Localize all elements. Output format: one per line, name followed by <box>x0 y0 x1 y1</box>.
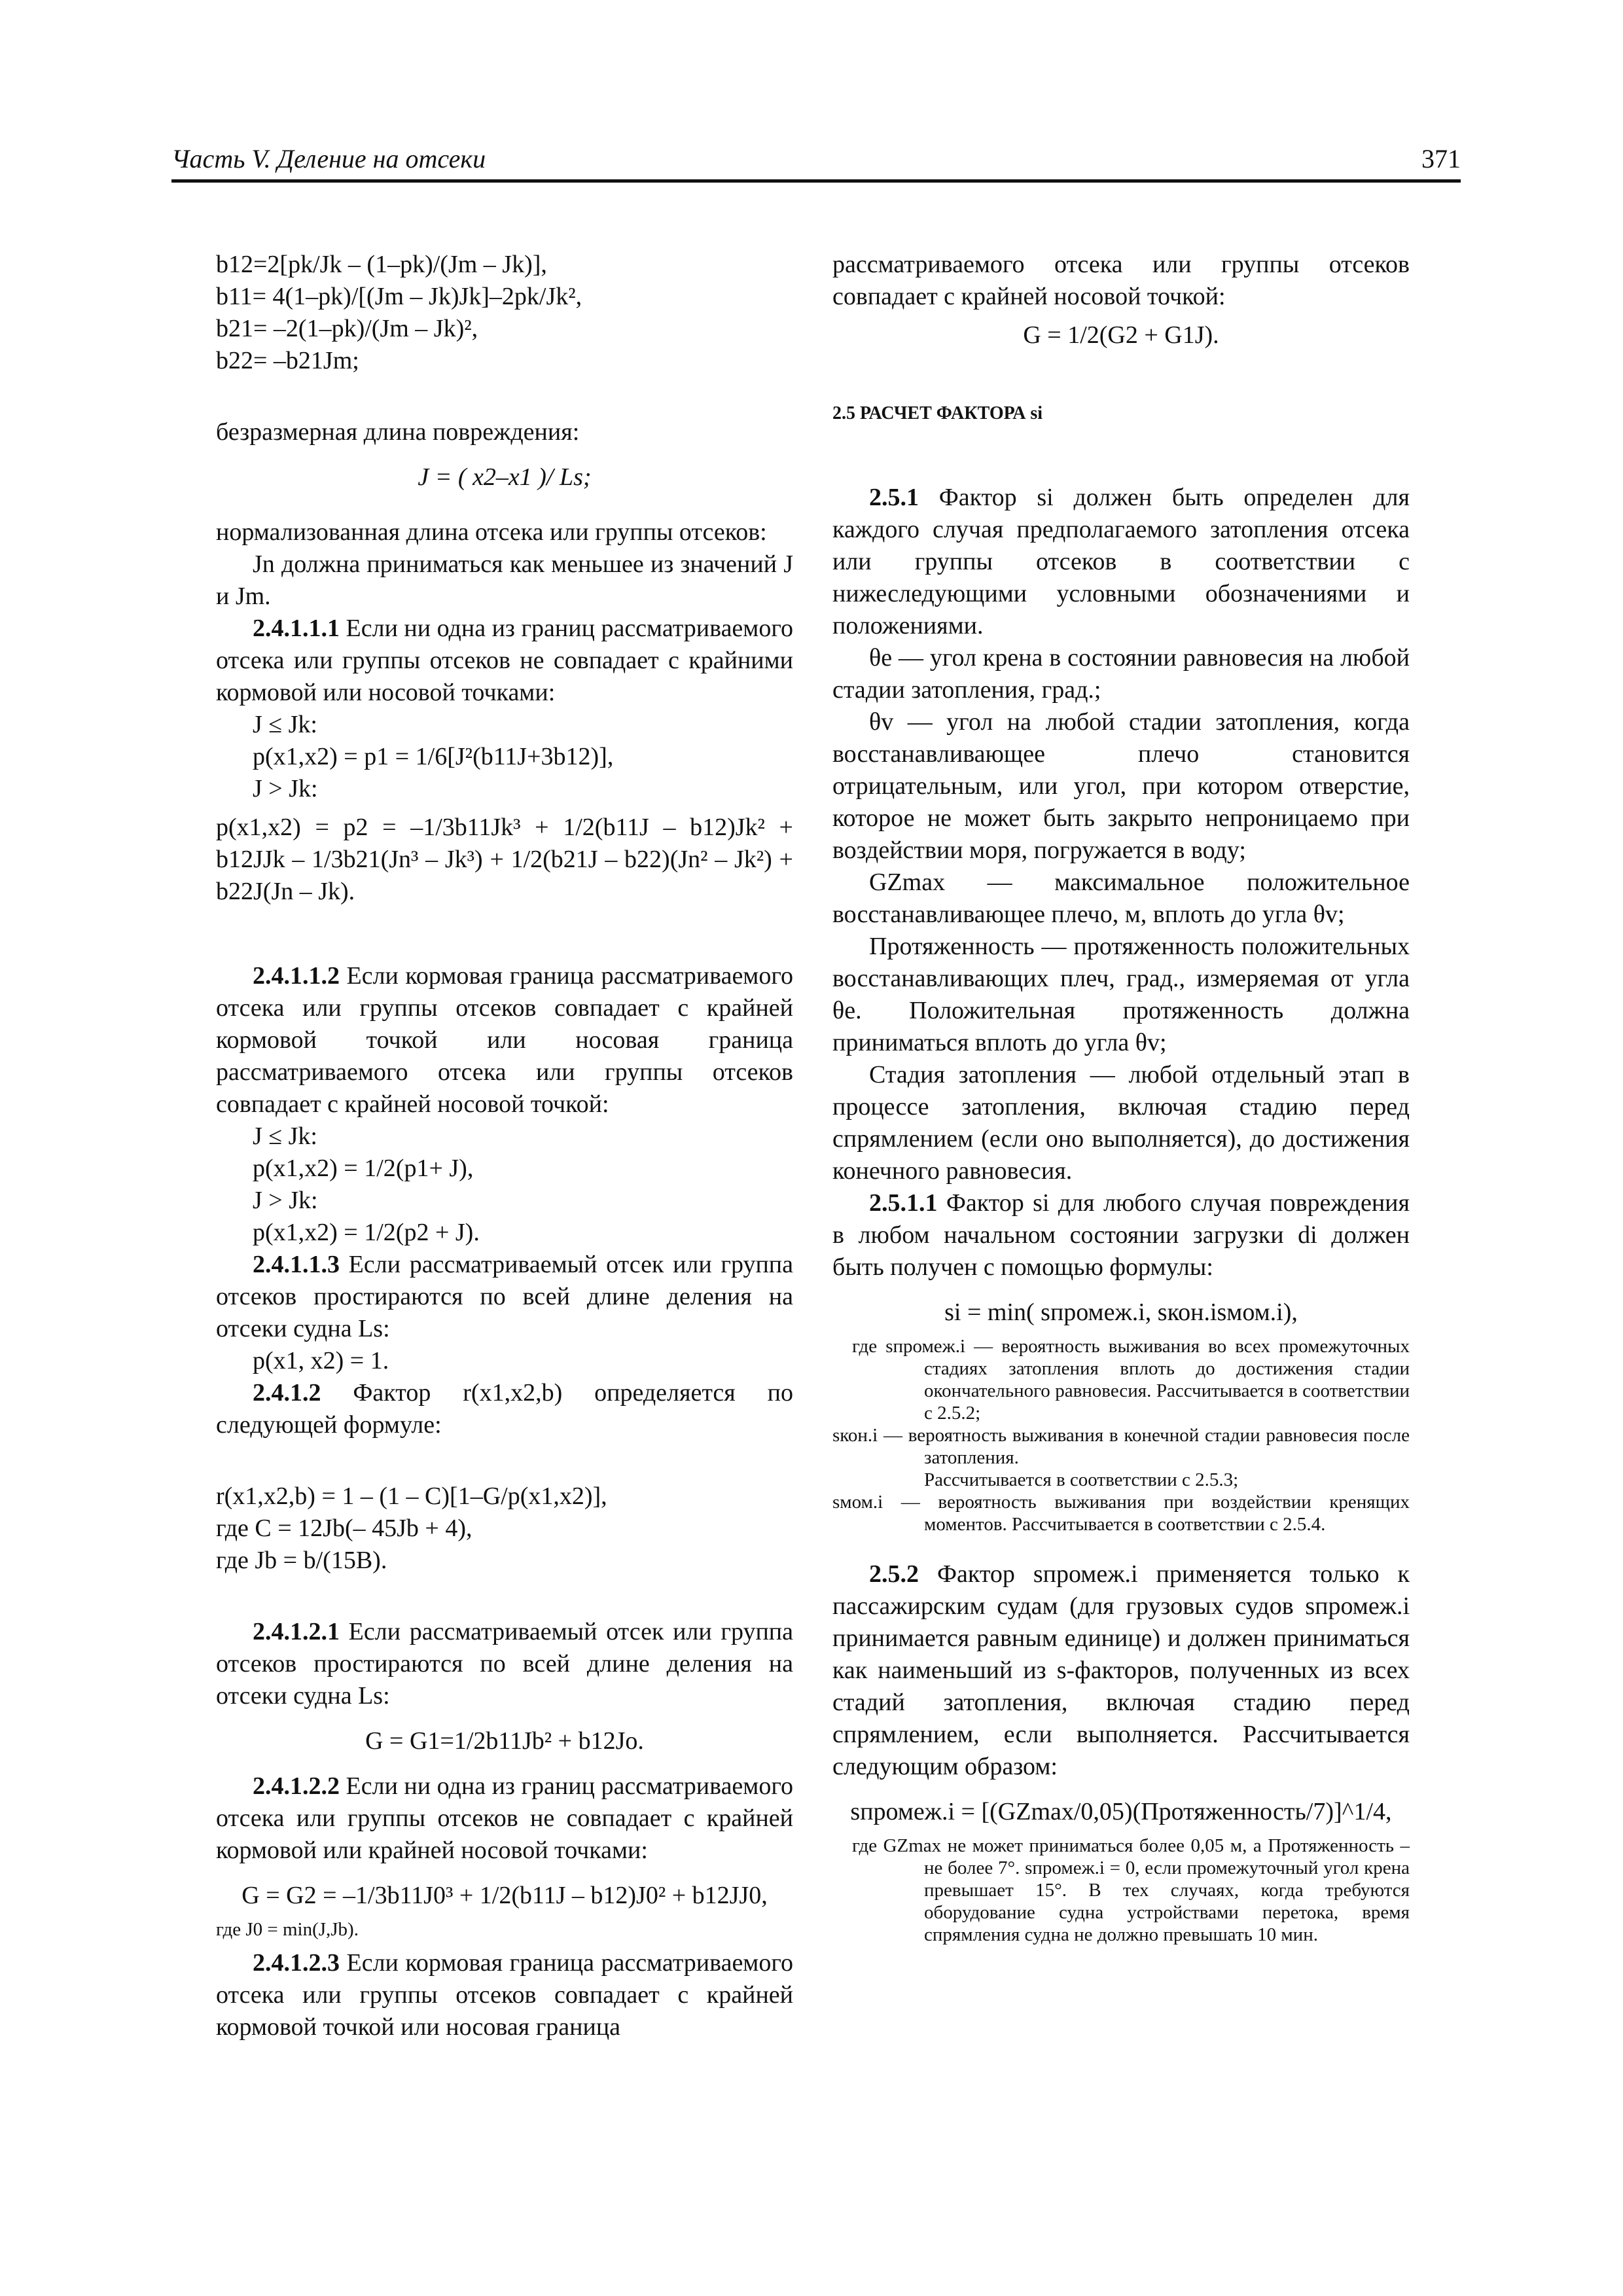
page-header <box>171 137 1461 183</box>
condition-3: J ≤ Jk: <box>253 1122 317 1150</box>
section-number: 2.4.1.1.3 <box>253 1251 340 1278</box>
section-text: Если кормовая граница рассматриваемого отсека или группы отсеков совпадает с крайней кормовой точкой или носовая граница <box>216 1949 793 2041</box>
formula-r: r(x1,x2,b) = 1 – (1 – C)[1–G/p(x1,x2)], <box>216 1482 607 1510</box>
section-2-5-1 <box>832 482 1410 642</box>
section-2-4-1-2-3 <box>216 1947 793 2043</box>
formula-s-int: sпромеж.i = [(GZmax/0,05)(Протяженность/7)]^1/4, <box>850 1798 1392 1825</box>
formula-C: где C = 12Jb(– 45Jb + 4), <box>216 1515 473 1542</box>
condition-1: J ≤ Jk: <box>253 711 317 738</box>
section-number: 2.4.1.1.1 <box>253 615 340 642</box>
condition-2: J > Jk: <box>253 775 318 802</box>
definition-stage: Стадия затопления — любой отдельный этап в процессе затопления, включая стадию перед спрямлением (если оно выполняется), до достижения конечного равновесия. <box>832 1061 1410 1185</box>
section-number: 2.5.1.1 <box>869 1189 938 1217</box>
formula-J: J = ( x2–x1 )/ Ls; <box>418 463 592 491</box>
section-number: 2.4.1.2.3 <box>253 1949 340 1977</box>
section-2-5-title: 2.5 РАСЧЕТ ФАКТОРА si <box>832 403 1043 423</box>
section-2-4-1-2 <box>216 1377 793 1441</box>
formula-G1: G = G1=1/2b11Jb² + b12Jo. <box>365 1727 644 1755</box>
definition-theta-e: θe — угол крена в состоянии равновесия на любой стадии затопления, град.; <box>832 644 1410 704</box>
running-title: Часть V. Деление на отсеки <box>171 144 486 173</box>
note-s-mom: sмом.i — вероятность выживания при воздействии кренящих моментов. Рассчитывается в соответствии с 2.5.4. <box>832 1492 1410 1535</box>
paragraph-continued: рассматриваемого отсека или группы отсеков совпадает с крайней носовой точкой: <box>832 251 1410 310</box>
condition-5-formula: p(x1, x2) = 1. <box>253 1347 389 1374</box>
section-text: Если ни одна из границ рассматриваемого отсека или группы отсеков не совпадает с крайней кормовой или крайней носовой точками: <box>216 1772 793 1864</box>
left-column <box>216 249 793 2043</box>
note-s-int: где sпромеж.i — вероятность выживания во всех промежуточных стадиях затопления вплоть до достижения стадии окончательного равновесия. Рассчитывается в соответствии с 2.5.2; <box>852 1336 1410 1424</box>
section-number: 2.5.1 <box>869 484 919 511</box>
section-2-4-1-2-1 <box>216 1616 793 1712</box>
section-text: Если кормовая граница рассматриваемого отсека или группы отсеков совпадает с крайней кормовой точкой или носовая граница рассматриваемого отсека или группы отсеков совпадает с крайней носовой точкой: <box>216 962 793 1118</box>
section-2-5-2 <box>832 1558 1410 1783</box>
condition-4: J > Jk: <box>253 1187 318 1214</box>
note-s-final: sкон.i — вероятность выживания в конечной стадии равновесия после затопления. <box>832 1425 1410 1468</box>
right-column <box>832 249 1410 1946</box>
section-text: Фактор sпромеж.i применяется только к пассажирским судам (для грузовых судов sпромеж.i принимается равным единице) и должен приниматься как наименьший из s-факторов, полученных из всех стадий затопления, включая стадию перед спрямлением, если выполняется. Рассчитывается следующим образом: <box>832 1560 1410 1780</box>
formula-b21: b21= –2(1–pk)/(Jm – Jk)², <box>216 315 478 342</box>
section-number: 2.4.1.1.2 <box>253 962 340 990</box>
section-text: Если ни одна из границ рассматриваемого отсека или группы отсеков не совпадает с крайними кормовой или носовой точками: <box>216 615 793 706</box>
formula-b12: b12=2[pk/Jk – (1–pk)/(Jm – Jk)], <box>216 251 547 278</box>
condition-3-formula: p(x1,x2) = 1/2(p1+ J), <box>253 1155 474 1182</box>
section-number: 2.4.1.2 <box>253 1379 321 1407</box>
formula-Jb: где Jb = b/(15B). <box>216 1547 387 1574</box>
paragraph-jn: Jn должна приниматься как меньшее из значений J и Jm. <box>216 550 793 610</box>
note-s-final-ref: Рассчитывается в соответствии с 2.5.3; <box>924 1469 1239 1490</box>
definition-theta-v: θv — угол на любой стадии затопления, когда восстанавливающее плечо становится отрицательным, или угол, при котором отверстие, которое не может быть закрыто непроницаемо при воздействии моря, погружается в воду; <box>832 708 1410 864</box>
section-number: 2.5.2 <box>869 1560 919 1588</box>
section-2-5-1-1 <box>832 1187 1410 1283</box>
section-2-4-1-1-3 <box>216 1249 793 1345</box>
section-text: Фактор si должен быть определен для каждого случая предполагаемого затопления отсека или группы отсеков в соответствии с нижеследующими условными обозначениями и положениями. <box>832 484 1410 639</box>
note-gzmax-limit: где GZmax не может приниматься более 0,05 м, а Протяженность – не более 7°. sпромеж.i = 0, если промежуточный угол крена превышает 15°. В тех случаях, когда требуются оборудование судна устройствами перетока, время спрямления судна не должно превышать 10 мин. <box>852 1835 1410 1945</box>
page-number: 371 <box>1421 144 1461 173</box>
condition-4-formula: p(x1,x2) = 1/2(p2 + J). <box>253 1219 480 1246</box>
section-number: 2.4.1.2.1 <box>253 1618 340 1645</box>
section-text: Если рассматриваемый отсек или группа отсеков простираются по всей длине деления на отсеки судна Ls: <box>216 1618 793 1710</box>
section-2-4-1-1-2 <box>216 960 793 1121</box>
formula-b22: b22= –b21Jm; <box>216 347 359 374</box>
section-2-4-1-2-2 <box>216 1770 793 1867</box>
condition-2-formula: p(x1,x2) = p2 = –1/3b11Jk³ + 1/2(b11J – b12)Jk² + b12JJk – 1/3b21(Jn³ – Jk³) + 1/2(b21J – b22)(Jn² – Jk²) + b22J(Jn – Jk). <box>216 814 793 905</box>
formula-G2-where: где J0 = min(J,Jb). <box>216 1919 359 1940</box>
condition-1-formula: p(x1,x2) = p1 = 1/6[J²(b11J+3b12)], <box>253 743 614 770</box>
definition-range: Протяженность — протяженность положительных восстанавливающих плеч, град., измеряемая от угла θe. Положительная протяженность должна приниматься вплоть до угла θv; <box>832 933 1410 1056</box>
formula-b11: b11= 4(1–pk)/[(Jm – Jk)Jk]–2pk/Jk², <box>216 283 582 310</box>
paragraph-dim-length: безразмерная длина повреждения: <box>216 418 580 446</box>
definition-gzmax: GZmax — максимальное положительное восстанавливающее плечо, м, вплоть до угла θv; <box>832 869 1410 928</box>
paragraph-normalized: нормализованная длина отсека или группы отсеков: <box>216 518 767 546</box>
section-text: Фактор r(x1,x2,b) определяется по следующей формуле: <box>216 1379 793 1439</box>
section-number: 2.4.1.2.2 <box>253 1772 340 1800</box>
section-text: Фактор si для любого случая повреждения в любом начальном состоянии загрузки di должен быть получен с помощью формулы: <box>832 1189 1410 1281</box>
formula-si: si = min( sпромеж.i, sкон.isмом.i), <box>944 1299 1298 1326</box>
section-2-4-1-1-1 <box>216 613 793 709</box>
formula-G3: G = 1/2(G2 + G1J). <box>1023 321 1219 349</box>
section-text: Если рассматриваемый отсек или группа отсеков простираются по всей длине деления на отсеки судна Ls: <box>216 1251 793 1342</box>
formula-G2: G = G2 = –1/3b11J0³ + 1/2(b11J – b12)J0² + b12JJ0, <box>241 1882 768 1909</box>
